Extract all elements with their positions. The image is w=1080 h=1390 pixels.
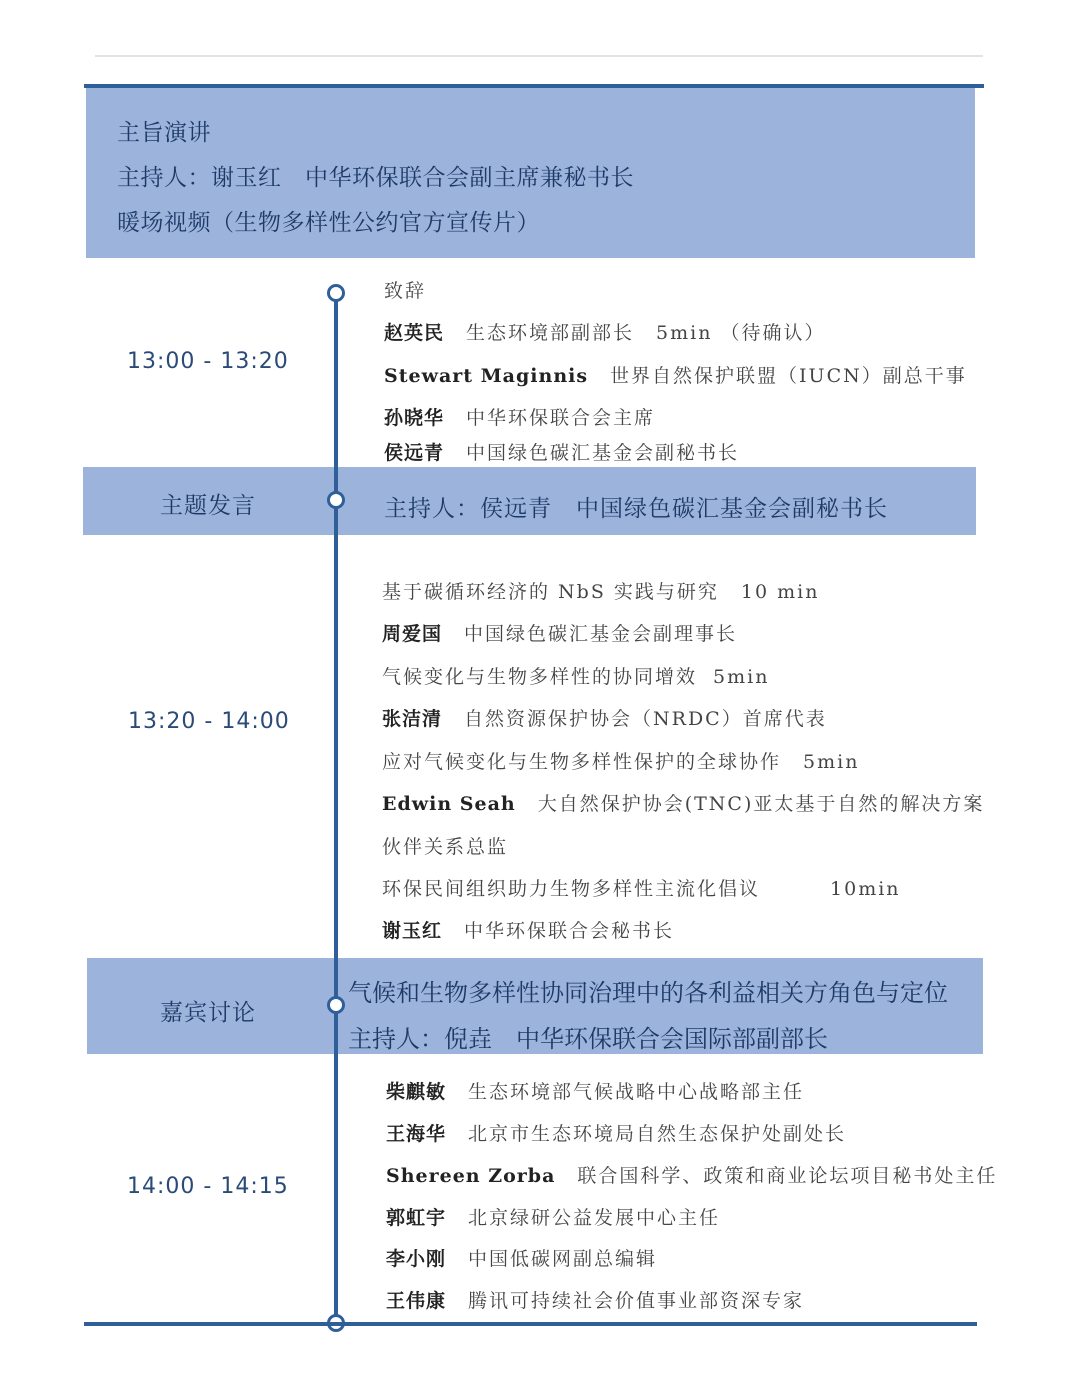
list-item: 伙伴关系总监 <box>382 836 509 858</box>
list-item: 王海华 北京市生态环境局自然生态保护处副处长 <box>386 1123 847 1145</box>
top-divider <box>95 55 983 57</box>
list-item: 谢玉红 中华环保联合会秘书长 <box>382 920 675 942</box>
timeline-node <box>327 284 345 302</box>
session1-time: 13:00 - 13:20 <box>127 349 289 374</box>
timeline-node <box>327 491 345 509</box>
list-item: Edwin Seah 大自然保护协会(TNC)亚太基于自然的解决方案 <box>382 793 985 815</box>
list-item: Shereen Zorba 联合国科学、政策和商业论坛项目秘书处主任 <box>386 1165 998 1187</box>
keynote-video: 暖场视频（生物多样性公约官方宣传片） <box>117 210 540 236</box>
list-item: 基于碳循环经济的 NbS 实践与研究 10 min <box>382 581 820 603</box>
timeline-spine <box>334 292 338 1322</box>
timeline-node <box>327 996 345 1014</box>
list-item: 致辞 <box>384 280 427 302</box>
themed-label: 主题发言 <box>160 493 256 519</box>
discussion-label: 嘉宾讨论 <box>160 1000 256 1026</box>
discussion-topic: 气候和生物多样性协同治理中的各利益相关方角色与定位 <box>348 979 948 1007</box>
list-item: Stewart Maginnis 世界自然保护联盟（IUCN）副总干事 <box>384 365 967 387</box>
discussion-host: 主持人：倪垚 中华环保联合会国际部副部长 <box>348 1025 828 1053</box>
themed-host: 主持人：侯远青 中国绿色碳汇基金会副秘书长 <box>384 496 888 522</box>
session3-time: 14:00 - 14:15 <box>127 1174 289 1199</box>
keynote-title: 主旨演讲 <box>117 120 211 146</box>
list-item: 气候变化与生物多样性的协同增效 5min <box>382 666 770 688</box>
list-item: 王伟康 腾讯可持续社会价值事业部资深专家 <box>386 1290 805 1312</box>
list-item: 应对气候变化与生物多样性保护的全球协作 5min <box>382 751 860 773</box>
list-item: 侯远青 中国绿色碳汇基金会副秘书长 <box>384 442 740 464</box>
list-item: 李小刚 中国低碳网副总编辑 <box>386 1248 658 1270</box>
list-item: 郭虹宇 北京绿研公益发展中心主任 <box>386 1207 721 1229</box>
footer-rule <box>84 1322 977 1326</box>
list-item: 张洁清 自然资源保护协会（NRDC）首席代表 <box>382 708 827 730</box>
list-item: 周爱国 中国绿色碳汇基金会副理事长 <box>382 623 738 645</box>
list-item: 赵英民 生态环境部副部长 5min （待确认） <box>384 322 826 344</box>
keynote-host: 主持人：谢玉红 中华环保联合会副主席兼秘书长 <box>117 165 634 191</box>
session2-time: 13:20 - 14:00 <box>128 709 290 734</box>
list-item: 环保民间组织助力生物多样性主流化倡议 10min <box>382 878 901 900</box>
list-item: 柴麒敏 生态环境部气候战略中心战略部主任 <box>386 1081 805 1103</box>
list-item: 孙晓华 中华环保联合会主席 <box>384 407 656 429</box>
